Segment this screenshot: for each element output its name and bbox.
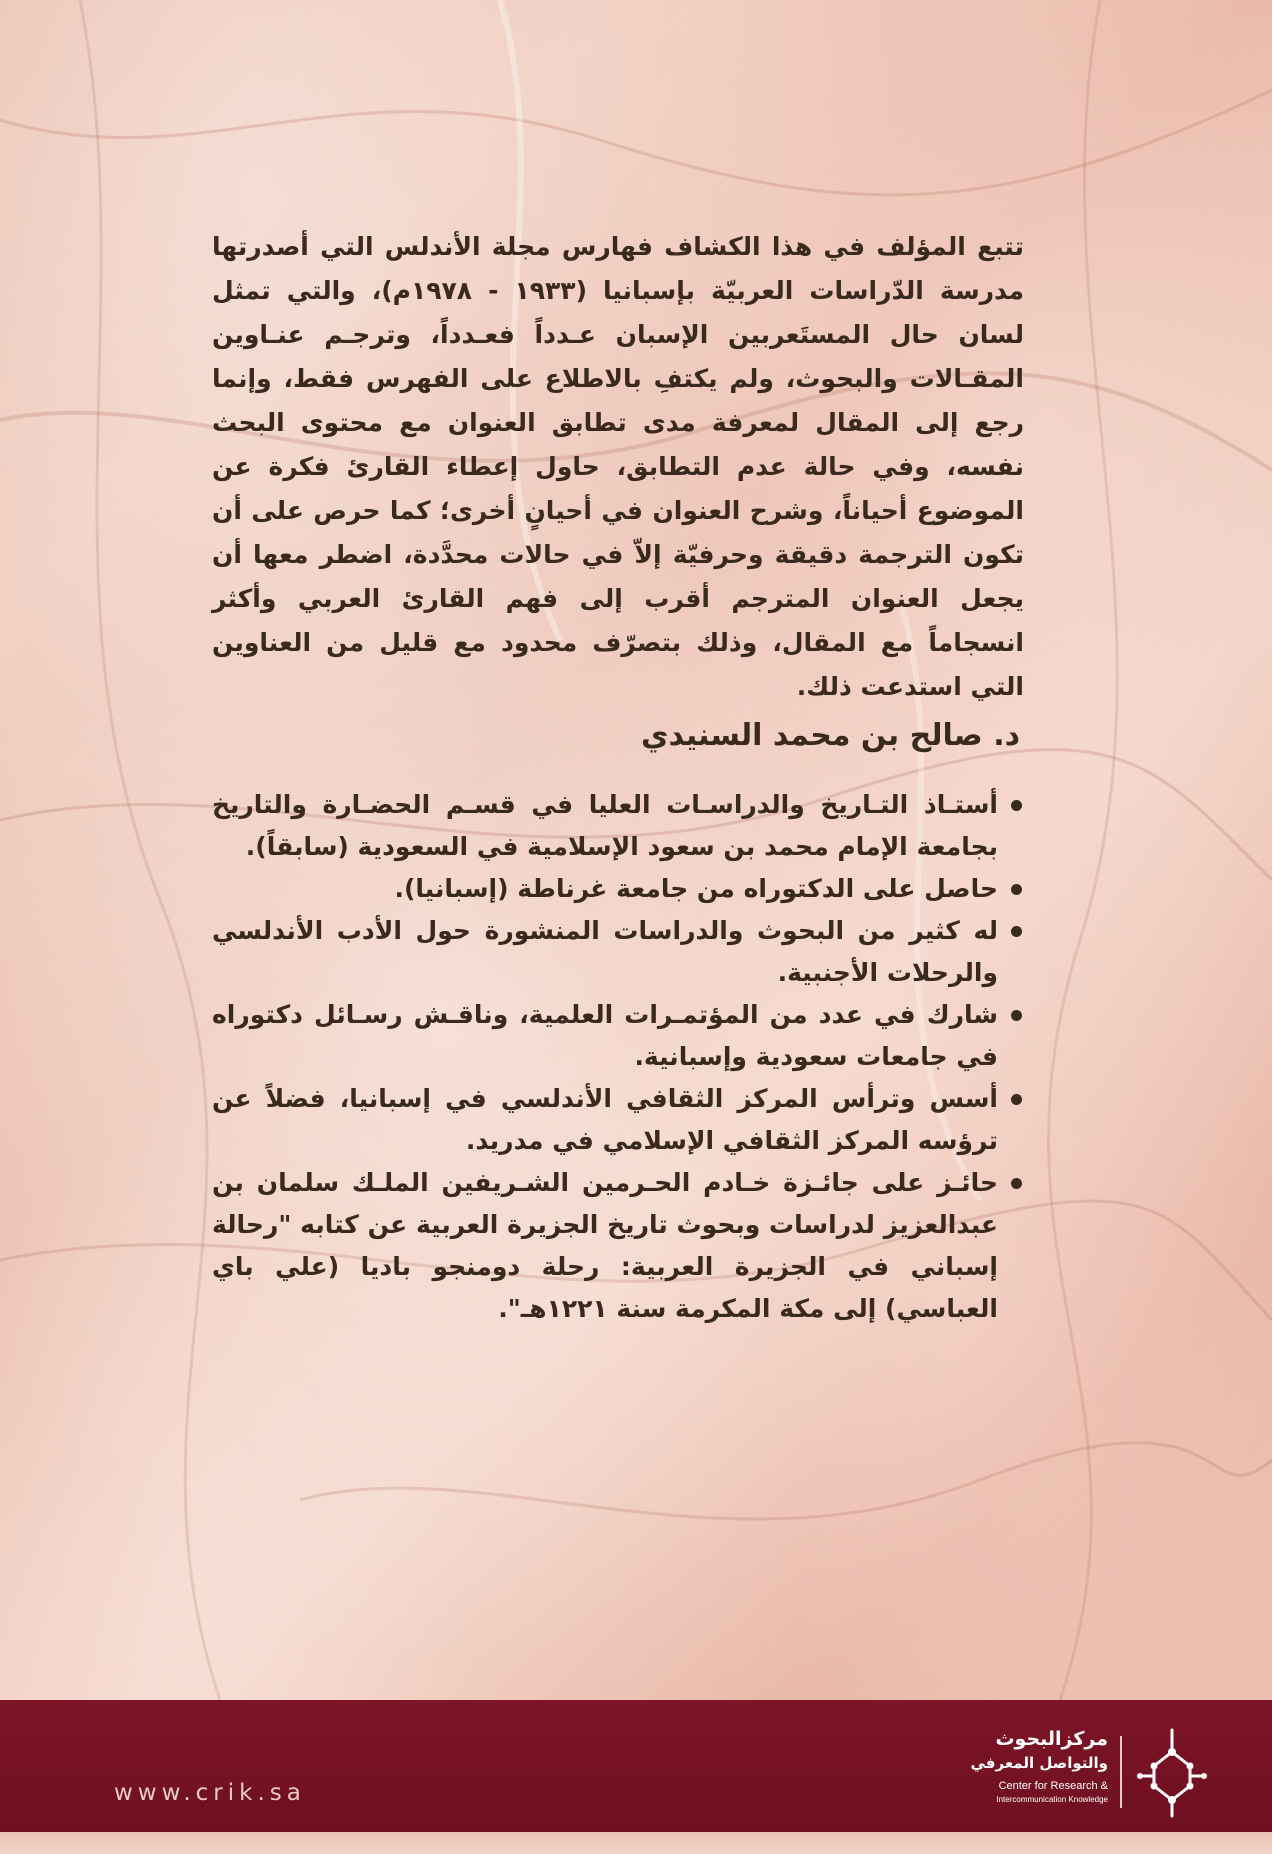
network-logo-icon	[1132, 1722, 1212, 1822]
publisher-logo	[972, 1722, 1212, 1822]
bio-item	[212, 910, 1024, 994]
bullet-icon	[1011, 1010, 1022, 1021]
bio-text: حائـز على جائـزة خـادم الحـرمين الشـريفين الملـك سلمان بن عبدالعزيز لدراسات وبحوث تاريخ الجزيرة العربية عن كتابه "رحالة إسباني في الجزيرة العربية: رحلة دومنجو باديا (علي باي العباسي) إلى مكة المكرمة سنة ١٢٢١هـ".	[212, 1168, 998, 1323]
bio-item	[212, 994, 1024, 1078]
bio-text: أستـاذ التـاريخ والدراسـات العليا في قسـم الحضـارة والتاريخ بجامعة الإمام محمد بن سعود الإسلامية في السعودية (سابقاً).	[212, 790, 998, 861]
bullet-icon	[1011, 884, 1022, 895]
bio-item	[212, 784, 1024, 868]
bio-text: حاصل على الدكتوراه من جامعة غرناطة (إسبانيا).	[394, 874, 998, 903]
author-name: د. صالح بن محمد السنيدي	[641, 718, 1020, 753]
footer-band	[0, 1700, 1272, 1854]
intro-paragraph: تتبع المؤلف في هذا الكشاف فهارس مجلة الأندلس التي أصدرتها مدرسة الدّراسات العربيّة بإسبانيا (١٩٣٣ - ١٩٧٨م)، والتي تمثل لسان حال المستَعربين الإسبان عـدداً فعـدداً، وترجـم عنـاوين المقـالات والبحوث، ولم يكتفِ بالاطلاع على الفهرس فقط، وإنما رجع إلى المقال لمعرفة مدى تطابق العنوان مع محتوى البحث نفسه، وفي حالة عدم التطابق، حاول إعطاء القارئ فكرة عن الموضوع أحياناً، وشرح العنوان في أحيانٍ أخرى؛ كما حرص على أن تكون الترجمة دقيقة وحرفيّة إلاّ في حالات محدَّدة، اضطر معها أن يجعل العنوان المترجم أقرب إلى فهم القارئ العربي وأكثر انسجاماً مع المقال، وذلك بتصرّف محدود مع قليل من العناوين التي استدعت ذلك.	[212, 232, 1024, 701]
bullet-icon	[1011, 800, 1022, 811]
bio-item	[212, 1162, 1024, 1330]
bullet-icon	[1011, 1178, 1022, 1189]
logo-arabic-line1: مركزالبحوث	[995, 1728, 1108, 1750]
logo-divider	[1120, 1736, 1122, 1808]
logo-english-line1: Center for Research &	[998, 1780, 1108, 1792]
logo-english-line2: Intercommunication Knowledge	[996, 1795, 1108, 1804]
bio-item	[212, 868, 1024, 910]
bullet-icon	[1011, 1094, 1022, 1105]
bio-item	[212, 1078, 1024, 1162]
footer-bottom-strip	[0, 1832, 1272, 1854]
author-bio-list	[212, 784, 1024, 1330]
logo-arabic-line2: والتواصل المعرفي	[970, 1754, 1108, 1772]
bio-text: له كثير من البحوث والدراسات المنشورة حول الأدب الأندلسي والرحلات الأجنبية.	[212, 916, 998, 987]
bio-text: أسس وترأس المركز الثقافي الأندلسي في إسبانيا، فضلاً عن ترؤسه المركز الثقافي الإسلامي في مدريد.	[212, 1084, 998, 1155]
website-link[interactable]: www.crik.sa	[114, 1780, 306, 1806]
bio-text: شارك في عدد من المؤتمـرات العلمية، وناقـش رسـائل دكتوراه في جامعات سعودية وإسبانية.	[212, 1000, 998, 1071]
bullet-icon	[1011, 926, 1022, 937]
